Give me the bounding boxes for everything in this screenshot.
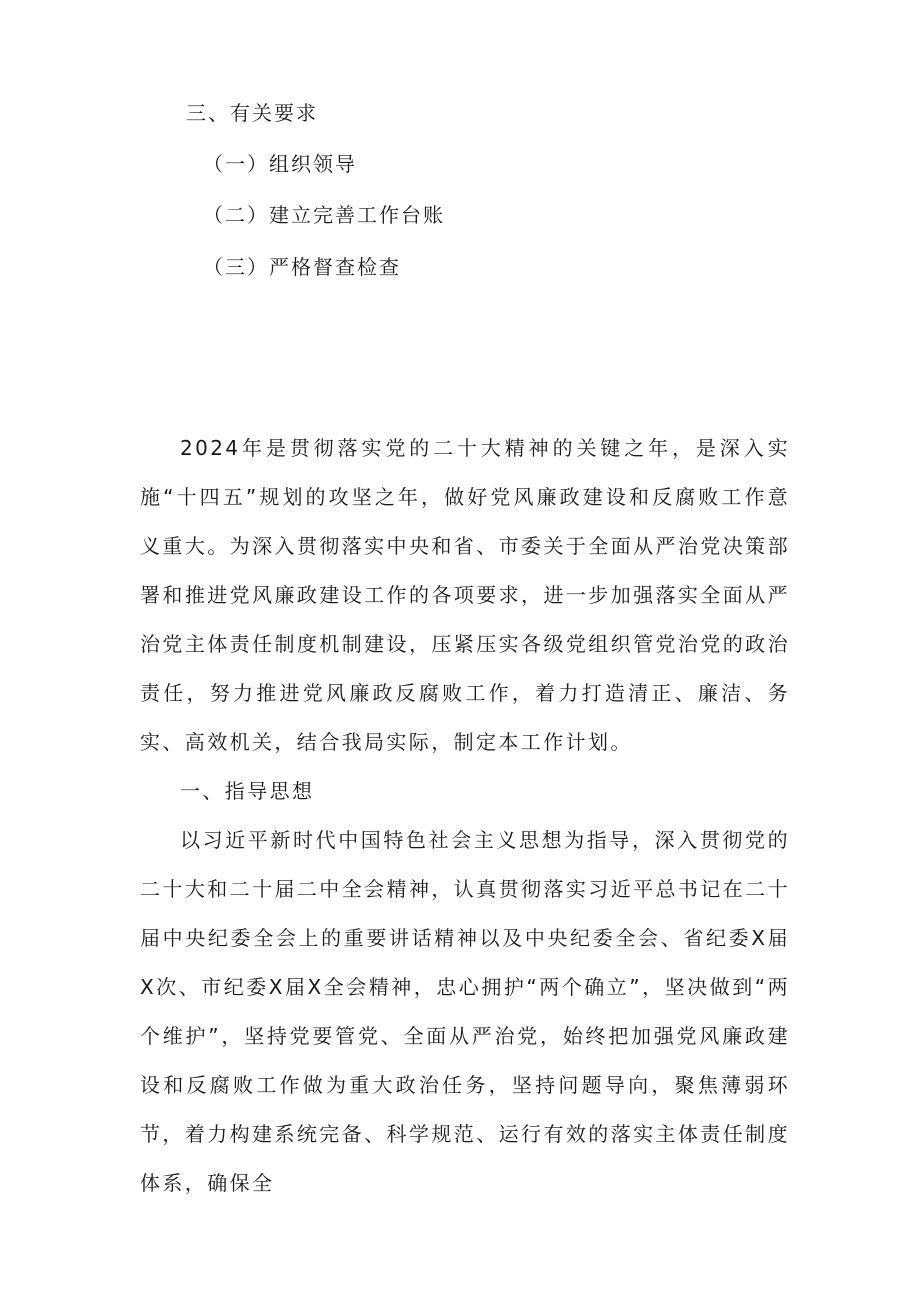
requirements-heading: 三、有关要求 (186, 101, 318, 125)
requirement-item-inspection: （三）严格督查检查 (203, 255, 401, 279)
guiding-ideology-paragraph: 以习近平新时代中国特色社会主义思想为指导，深入贯彻党的二十大和二十届二中全会精神，认真贯彻落实习近平总书记在二十届中央纪委全会上的重要讲话精神以及中央纪委全会、省纪委X届X次、市纪委X届X全会精神，忠心拥护“两个确立”，坚决做到“两个维护”，坚持党要管党、全面从严治党，始终把加强党风廉政建设和反腐败工作做为重大政治任务，坚持问题导向，聚焦薄弱环节，着力构建系统完备、科学规范、运行有效的落实主体责任制度体系，确保全 (140, 828, 790, 1195)
document-body (140, 424, 790, 1208)
requirement-item-ledger: （二）建立完善工作台账 (203, 203, 445, 227)
intro-paragraph: 2024年是贯彻落实党的二十大精神的关键之年，是深入实施“十四五”规划的攻坚之年，做好党风廉政建设和反腐败工作意义重大。为深入贯彻落实中央和省、市委关于全面从严治党决策部署和推进党风廉政建设工作的各项要求，进一步加强落实全面从严治党主体责任制度机制建设，压紧压实各级党组织管党治党的政治责任，努力推进党风廉政反腐败工作，着力打造清正、廉洁、务实、高效机关，结合我局实际，制定本工作计划。 (140, 436, 790, 754)
requirement-item-organization: （一）组织领导 (203, 152, 357, 176)
section-heading-guiding-ideology: 一、指导思想 (180, 779, 315, 803)
